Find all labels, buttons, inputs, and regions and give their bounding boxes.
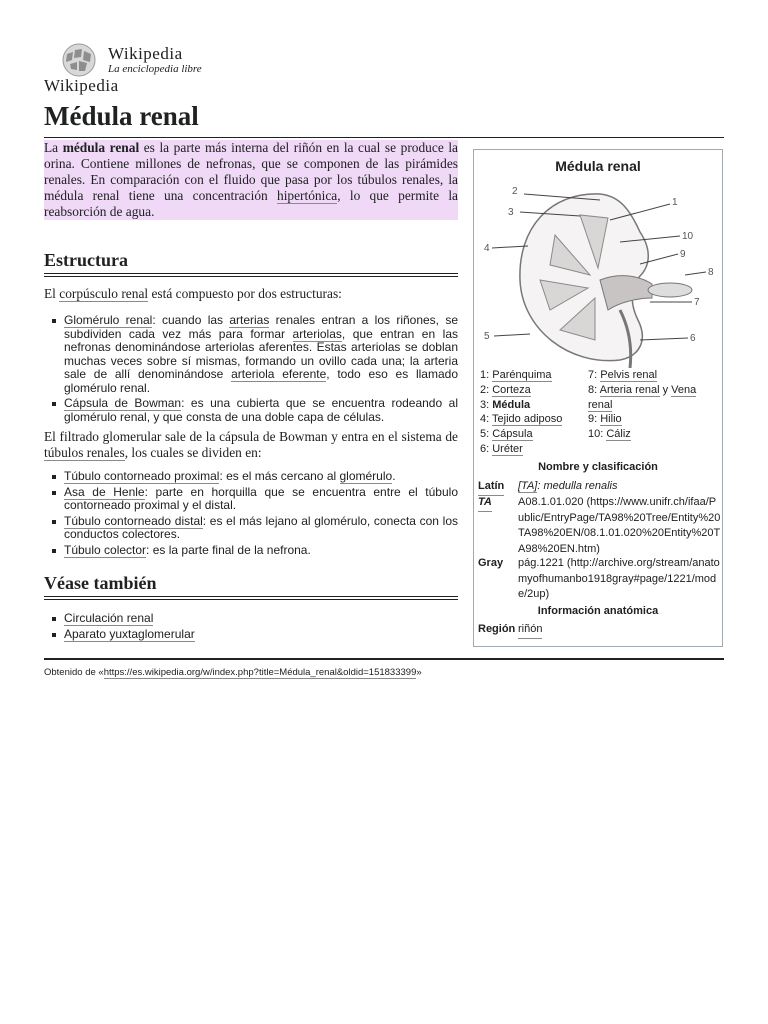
link-hipertonica[interactable]: hipertónica (277, 188, 338, 203)
list-item (64, 628, 458, 642)
infobox-title: Médula renal (555, 158, 641, 174)
page-title: Médula renal (44, 101, 199, 131)
link-corteza[interactable]: Corteza (492, 383, 531, 396)
link-rinon[interactable]: riñón (518, 622, 542, 639)
link-tubulo-colector[interactable]: Túbulo colector (64, 542, 147, 557)
lead-text-2: está compuesto por dos estructuras: (148, 286, 342, 301)
link-ureter[interactable]: Uréter (492, 442, 523, 455)
tubulos-list (44, 470, 458, 557)
intro-bold-term: médula renal (62, 140, 140, 155)
retrieved-from (44, 667, 422, 678)
diagram-label: 10 (682, 231, 694, 242)
link-pelvis-renal[interactable]: Pelvis renal (600, 369, 658, 381)
diagram-label: 1 (672, 197, 678, 208)
intro-paragraph (44, 140, 458, 220)
diagram-label: 7 (694, 297, 700, 308)
list-item (64, 515, 458, 542)
list-item (64, 470, 458, 484)
diagram-label: 3 (508, 207, 514, 218)
item-text: : es la parte final de la nefrona. (146, 542, 311, 557)
renal-artery (648, 283, 692, 297)
heading-estructura: Estructura (44, 250, 458, 277)
link-glomerulo-renal[interactable]: Glomérulo renal (64, 313, 153, 327)
gray-value[interactable]: pág.1221 (http://archive.org/stream/anatomyofhumanbo1918gray#page/1221/mode/2up) (518, 557, 720, 600)
legend-item (588, 427, 696, 442)
link-tubulos-renales[interactable]: túbulos renales (44, 445, 125, 460)
wikipedia-wordmark: Wikipedia (108, 44, 183, 63)
list-item (64, 612, 458, 626)
legend-item (480, 442, 562, 457)
link-hilio[interactable]: Hilio (600, 413, 622, 426)
item-text: . (392, 469, 396, 483)
kidney-diagram[interactable] (480, 180, 718, 368)
link-vena-renal-cont[interactable]: renal (588, 398, 613, 411)
list-item (64, 486, 458, 513)
lead-text-1: El (44, 286, 60, 301)
legend-num: 7: (588, 369, 601, 381)
legend-item (588, 398, 696, 413)
legend-item (588, 368, 696, 383)
legend-num: 1: (480, 369, 493, 381)
link-aparato-yuxtaglomerular[interactable]: Aparato yuxtaglomerular (64, 626, 195, 641)
diagram-label: 4 (484, 243, 490, 254)
legend-num: 3: (480, 398, 493, 411)
latin-value (518, 479, 722, 495)
estructura-list (44, 314, 458, 424)
item-text: : cuando las (152, 313, 230, 327)
link-capsula[interactable]: Cápsula (492, 428, 533, 441)
link-capsula-de-bowman[interactable]: Cápsula de Bowman (64, 396, 182, 410)
legend-right (588, 368, 696, 442)
link-ta-ref[interactable]: [TA] (518, 480, 538, 492)
link-ta[interactable]: TA (478, 495, 492, 512)
link-arterias[interactable]: arterias (229, 313, 270, 327)
legend-item (480, 368, 562, 383)
link-vena-renal[interactable]: Vena (671, 383, 697, 396)
legend-num: 2: (480, 383, 493, 396)
diagram-label: 5 (484, 331, 490, 342)
link-caliz[interactable]: Cáliz (606, 428, 631, 441)
item-text: , todo eso es llamado glomérulo renal. (64, 367, 458, 395)
list-item (64, 314, 458, 395)
legend-item (480, 383, 562, 398)
permanent-link[interactable]: https://es.wikipedia.org/w/index.php?title=Médula_renal&oldid=151833399 (103, 667, 417, 678)
legend-item (480, 412, 562, 427)
infobox (473, 149, 723, 647)
item-text: renales entran a los riñones, se subdividen cada vez más para formar (64, 313, 459, 341)
intro-text-3: , lo que permite la reabsorción de agua. (44, 188, 458, 219)
section-informacion-anatomica: Información anatómica (537, 605, 659, 617)
article-body (44, 140, 458, 641)
link-asa-de-henle[interactable]: Asa de Henle (64, 484, 145, 499)
item-text: , que entran en las nefronas denominándose arteriolas aferentes. Estas arteriolas se doblan muchas veces sobre sí mismas, formando un ovillo cada una; la arteria sale de allí denominándose (64, 326, 458, 381)
diagram-label: 8 (708, 267, 714, 278)
legend-num: 4: (480, 413, 493, 426)
legend-item (588, 412, 696, 427)
legend-item (480, 398, 562, 413)
item-text: : es el más lejano al glomérulo, conecta con los conductos colectores. (64, 513, 458, 541)
intro-text-2: es la parte más interna del riñón en la cual se produce la orina. Contiene millones de nefronas, que se componen de las pirámides renales. En comparación con el fluido que pasa por los túbulos renales, la médula renal tiene una concentración (44, 140, 458, 203)
item-text: : parte en horquilla que se encuentra entre el túbulo contorneado proximal y el distal. (64, 484, 458, 512)
legend-num: 5: (480, 428, 493, 441)
legend-item (480, 427, 562, 442)
footer-suffix: » (416, 667, 422, 678)
link-latin[interactable]: Latín (478, 479, 504, 496)
legend-num: 6: (480, 442, 493, 455)
item-text: : es una cubierta que se encuentra rodeando al glomérulo renal, y que consta de una doble capa de células. (64, 396, 459, 424)
estructura-lead (44, 286, 458, 302)
list-item (64, 544, 458, 558)
link-tubulo-proximal[interactable]: Túbulo contorneado proximal (64, 469, 220, 483)
region-label: Región (478, 623, 516, 635)
footer-divider (44, 658, 724, 660)
gray-label: Gray (478, 557, 504, 569)
ta-value[interactable]: A08.1.01.020 (https://www.unifr.ch/ifaa/Public/EntryPage/TA98%20Tree/Entity%20TA98%20EN/08.1.01.020%20Entity%20TA98%20EN.htm) (518, 496, 721, 555)
section-nombre-clasificacion: Nombre y clasificación (538, 461, 658, 473)
wikipedia-wordmark-small: Wikipedia (44, 76, 119, 95)
legend-num: 8: (588, 383, 600, 396)
item-text: : es el más cercano al (219, 469, 340, 483)
list-item (64, 397, 458, 424)
legend-medula: Médula (492, 398, 531, 411)
legend-text: y (659, 383, 672, 396)
intro-text-1: La (44, 140, 63, 155)
footer-prefix: Obtenido de « (44, 667, 104, 678)
diagram-label: 2 (512, 186, 518, 197)
link-arteriolas[interactable]: arteriolas (292, 326, 342, 341)
link-glomerulo[interactable]: glomérulo (339, 469, 393, 483)
vease-list (44, 612, 458, 641)
diagram-label: 9 (680, 249, 686, 260)
filtrado-paragraph (44, 429, 458, 461)
link-parenquima[interactable]: Parénquima (492, 369, 552, 381)
wikipedia-tagline: La enciclopedia libre (108, 63, 202, 75)
link-arteriola-eferente[interactable]: arteriola eferente (231, 367, 327, 381)
link-circulacion-renal[interactable]: Circulación renal (64, 611, 154, 625)
wikipedia-logo[interactable] (44, 42, 214, 94)
heading-vease-tambien: Véase también (44, 573, 458, 600)
wikipedia-globe-icon (60, 42, 98, 78)
legend-left (480, 368, 562, 457)
link-corpusculo-renal[interactable]: corpúsculo renal (59, 286, 149, 301)
para-text-1: El filtrado glomerular sale de la cápsula de Bowman y entra en el sistema de (44, 429, 458, 444)
legend-item (588, 383, 696, 398)
link-tubulo-distal[interactable]: Túbulo contorneado distal (64, 513, 203, 528)
link-arteria-renal[interactable]: Arteria renal (599, 383, 660, 396)
diagram-label: 6 (690, 333, 696, 344)
title-divider (44, 137, 724, 138)
legend-num: 9: (588, 413, 601, 426)
latin-term: : medulla renalis (537, 480, 618, 492)
legend-num: 10: (588, 428, 607, 441)
link-tejido-adiposo[interactable]: Tejido adiposo (492, 413, 563, 426)
para-text-2: , los cuales se dividen en: (124, 445, 262, 460)
